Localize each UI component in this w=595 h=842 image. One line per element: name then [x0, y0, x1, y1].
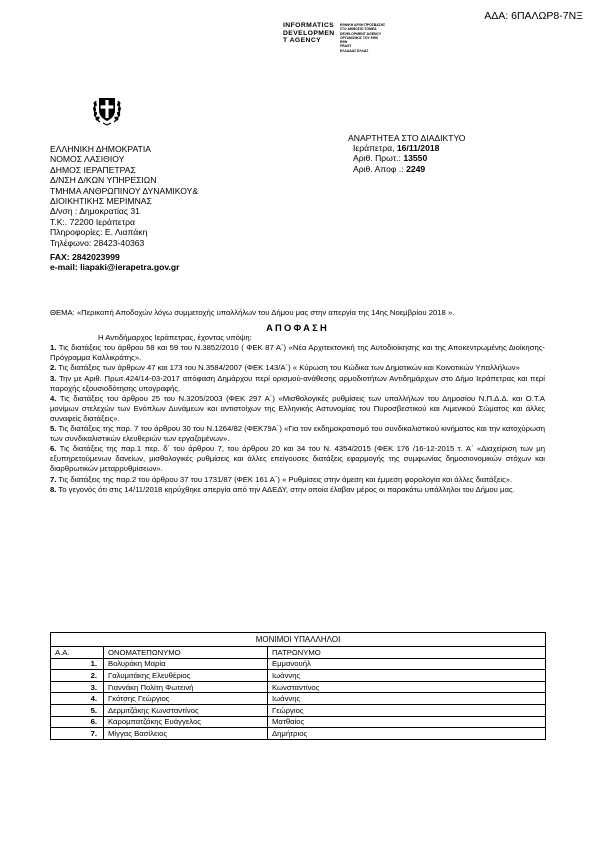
row-father: Ματθαίος: [268, 716, 546, 728]
decision-value: 2249: [406, 163, 426, 174]
table-row: [51, 704, 546, 716]
decision-label: Αριθ. Αποφ .:: [353, 163, 407, 174]
item-text: Τις διατάξεις του άρθρου 58 και 59 του Ν.3852/2010 ( ΦΕΚ 87 Α΄) «Νέα Αρχιτεκτονική της Αυτοδιοίκησης και της Αποκεντρωμένης Διοίκησης-Πρόγραμμα Καλλικράτης».: [50, 343, 545, 363]
table-row: [51, 728, 546, 740]
publish-note: ΑΝΑΡΤΗΤΕΑ ΣΤΟ ΔΙΑΔΙΚΤΥΟ: [348, 133, 466, 143]
issuer-address: Δ/νση : Δημοκρατίας 31: [50, 206, 140, 217]
row-number-value: 4.: [90, 694, 97, 704]
header-father: ΠΑΤΡΩΝΥΜΟ: [268, 647, 546, 659]
considering-item: [50, 363, 545, 373]
informatics-watermark: [283, 22, 386, 53]
employees-table: [50, 632, 546, 740]
issuer-fax: FAX: 2842023999: [50, 252, 120, 263]
item-number: 1.: [50, 343, 57, 353]
item-number: 3.: [50, 373, 57, 383]
watermark-small-2: ΣΤΟ ΔΗΜΟΣΙΟ ΤΟΜΕΑ: [340, 27, 377, 32]
row-father: Κωνσταντίνος: [268, 681, 546, 693]
row-name: Μίγγας Βασίλειος: [104, 728, 268, 740]
row-number-value: 7.: [90, 728, 97, 738]
row-number-value: 1.: [90, 659, 97, 669]
considering-item: [50, 374, 545, 394]
subject-line: ΘΕΜΑ: «Περικοπή Αποδοχών λόγω συμμετοχής υπαλλήλων του Δήμου μας στην απεργία της 14ης Νοεμβρίου 2018 ».: [50, 308, 455, 317]
row-father: Δημήτριος: [268, 728, 546, 740]
watermark-small-6: FRASY: [340, 44, 352, 49]
row-number: [51, 670, 104, 682]
item-text: Το γεγονός ότι στις 14/11/2018 κηρύχθηκε απεργία από την ΑΔΕΔΥ, στην οποία έλαβαν μέρος οι παρακάτω υπάλληλοι του Δήμου μας.: [56, 484, 515, 494]
issuer-info: Πληροφορίες: Ε. Λιαπάκη: [50, 227, 148, 238]
decision-line: [348, 164, 465, 174]
row-number-value: 5.: [90, 705, 97, 715]
header-right: [348, 133, 465, 174]
issuer-line-3: ΔΗΜΟΣ ΙΕΡΑΠΕΤΡΑΣ: [50, 164, 136, 175]
row-name: Γκότσης Γεώργιος: [104, 693, 268, 705]
watermark-line-3: T AGENCY: [283, 37, 322, 45]
issuer-email: e-mail: liapaki@ierapetra.gov.gr: [50, 262, 180, 273]
header-aa: Α.Α.: [51, 647, 104, 659]
row-name: Γιαννάκη Πολίτη Φωτεινή: [104, 681, 268, 693]
decision-title: ΑΠΟΦΑΣΗ: [266, 322, 329, 334]
watermark-line-1: INFORMATICS: [283, 22, 335, 29]
considering-item: [50, 394, 545, 424]
issuer-line-4: Δ/ΝΣΗ Δ/ΚΩΝ ΥΠΗΡΕΣΙΩΝ: [50, 175, 157, 186]
item-text: Τις διατάξεις της παρ. 7 του άρθρου 30 του Ν.1264/82 (ΦΕΚ79Α΄) «Για τον εκδημοκρατισμό του συνδικαλιστικού κινήματος και την κατοχύρωση των συνδικαλιστικών ελευθεριών των εργαζομένων».: [50, 424, 545, 444]
row-number: [51, 681, 104, 693]
item-number: 5.: [50, 424, 57, 434]
row-number-value: 3.: [90, 682, 97, 692]
watermark-small-3: DEVELOPMENT AGENCY: [340, 31, 382, 36]
considering-item: [50, 343, 545, 363]
issuer-phone: Τηλέφωνο: 28423-40363: [50, 237, 145, 248]
ada-code: ΑΔΑ: 6ΠΑΛΩΡ8-7ΝΞ: [484, 10, 583, 22]
intro-line: Η Αντιδήμαρχος Ιεράπετρας, έχοντας υπόψη:: [98, 333, 252, 343]
item-number: 7.: [50, 474, 57, 484]
table-header-row: [51, 647, 546, 659]
row-number: [51, 716, 104, 728]
item-number: 2.: [50, 363, 57, 373]
row-number: [51, 658, 104, 670]
item-number: 4.: [50, 393, 57, 403]
date-label: Ιεράπετρα,: [353, 143, 397, 154]
watermark-small-1: ΕΘΝΙΚΗ ΑΡΧΗ ΠΡΟΣΒΑΣΗΣ: [340, 23, 386, 27]
row-name: Βολυράκη Μαρία: [104, 658, 268, 670]
table-row: [51, 670, 546, 682]
watermark-line-2: DEVELOPMEN: [283, 29, 335, 37]
item-text: Τις διατάξεις των άρθρων 47 και 173 του Ν.3584/2007 (ΦΕΚ 143/Α΄) « Κύρωση του Κώδικα των Δημοτικών και Κοινοτικών Υπαλλήλων»: [56, 363, 520, 373]
protocol-line: [348, 153, 465, 163]
considering-item: [50, 424, 545, 444]
row-father: Γεώργιος: [268, 704, 546, 716]
header-name: ΟΝΟΜΑΤΕΠΩΝΥΜΟ: [104, 647, 268, 659]
considering-item: [50, 475, 545, 485]
table-row: [51, 681, 546, 693]
row-name: Καρομπατζάκης Ευάγγελος: [104, 716, 268, 728]
item-text: Τις διατάξεις της παρ.1 περ. δ΄ του άρθρου 7, του άρθρου 20 και 34 του Ν. 4354/2015 (ΦΕΚ 176 /16-12-2015 τ. Α΄ «Διαχείριση των μη εξυπηρετούμενων δανείων, μισθολογικές ρυθμίσεις και άλλες επείγουσες διατάξεις εφαρμογής της συμφωνίας δημοσιονομικών στόχων και διαρθρωτικών μεταρρυθμίσεων».: [50, 444, 545, 474]
greek-coat-of-arms-icon: [92, 94, 122, 126]
watermark-small-7: ΕΛΛΑΔΑΣ ΕΛΛΑΣ: [340, 48, 369, 53]
considering-item: [50, 444, 545, 474]
considering-item: [50, 485, 545, 495]
table-row: [51, 716, 546, 728]
issuer-line-6: ΔΙΟΙΚΗΤΙΚΗΣ ΜΕΡΙΜΝΑΣ: [50, 196, 152, 207]
table-caption: ΜΟΝΙΜΟΙ ΥΠΑΛΛΗΛΟΙ: [51, 633, 546, 647]
row-number: [51, 728, 104, 740]
watermark-small-5: ΕΘΝ: [340, 40, 348, 45]
table-row: [51, 693, 546, 705]
row-father: Εμμανουήλ: [268, 658, 546, 670]
table-row: [51, 658, 546, 670]
date-value: 16/11/2018: [396, 143, 440, 154]
issuer-postal: Τ.Κ:. 72200 Ιεράπετρα: [50, 216, 135, 227]
item-number: 8.: [50, 484, 57, 494]
item-text: Τις διατάξεις της παρ.2 του άρθρου 37 του 1731/87 (ΦΕΚ 161 Α΄) « Ρυθμίσεις στην άμεση και έμμεση φορολογία και άλλες διατάξεις».: [56, 474, 513, 484]
date-line: [348, 143, 465, 153]
document-body: [50, 308, 545, 495]
item-text: Τις διατάξεις του άρθρου 25 του Ν.3205/2003 (ΦΕΚ 297 Α΄) «Μισθολογικές ρυθμίσεις των υπαλλήλων του Δημοσίου Ν.Π.Δ.Δ. και Ο.Τ.Α μονίμων στελεχών των Ενόπλων Δυνάμεων και αντιστοίχων της Ελληνικής Αστυνομίας του Πυροσβεστικού και Λιμενικού Σώματος και άλλες συναφείς διατάξεις».: [50, 393, 545, 423]
protocol-label: Αριθ. Πρωτ.:: [353, 153, 404, 164]
row-name: Δερμιτζάκης Κωνσταντίνος: [104, 704, 268, 716]
watermark-small-4: ΟΡΓΑΝΙΣΜΟΣ ΤΟΥ ΕΘΝ: [340, 35, 378, 40]
issuer-line-1: ΕΛΛΗΝΙΚΗ ΔΗΜΟΚΡΑΤΙΑ: [50, 144, 151, 154]
item-text: Την με Αριθ. Πρωτ.424/14-03-2017 απόφαση Δημάρχου περί ορισμού-ανάθεσης αρμοδιοτήτων Αντιδημάρχων στο Δήμο Ιεράπετρας και περί παροχής εξουσιοδότησης υπογραφής.: [50, 373, 545, 393]
issuer-line-2: ΝΟΜΟΣ ΛΑΣΙΘΙΟΥ: [50, 154, 125, 165]
protocol-value: 13550: [403, 153, 428, 164]
issuer-block: [50, 144, 198, 273]
row-father: Ιωάννης: [268, 670, 546, 682]
row-number-value: 6.: [90, 717, 97, 727]
issuer-line-5: ΤΜΗΜΑ ΑΝΘΡΩΠΙΝΟΥ ΔΥΝΑΜΙΚΟΥ&: [50, 185, 199, 196]
row-number: [51, 704, 104, 716]
row-number: [51, 693, 104, 705]
row-number-value: 2.: [90, 670, 97, 680]
row-father: Ιωάννης: [268, 693, 546, 705]
row-name: Γαλυμιτάκης Ελευθέριος: [104, 670, 268, 682]
item-number: 6.: [50, 444, 57, 454]
